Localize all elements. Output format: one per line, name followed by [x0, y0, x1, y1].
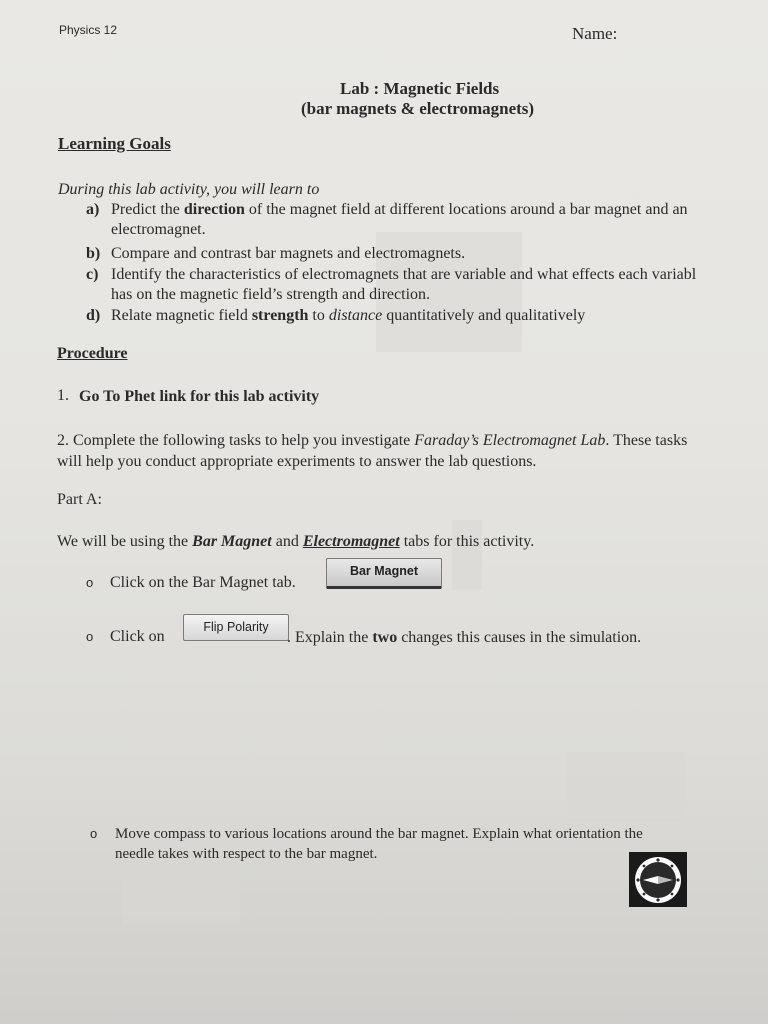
step-1-text: Go To Phet link for this lab activity: [79, 388, 320, 405]
compass-tick: [656, 898, 659, 901]
tabs-pre: We will be using the: [57, 533, 193, 550]
compass-tick: [671, 865, 674, 868]
tab-electromagnet-text: Electromagnet: [302, 533, 400, 550]
compass-tick: [676, 878, 679, 881]
bleed-through-block: [566, 752, 686, 822]
step-2-italic: Faraday’s Electromagnet Lab: [414, 432, 606, 449]
goal-a-letter: a): [86, 201, 100, 218]
bullet-2-post-b: changes this causes in the simulation.: [397, 629, 642, 646]
bullet-3-line-2: needle takes with respect to the bar magnet.: [115, 846, 378, 862]
compass-tick: [671, 893, 674, 896]
learning-goals-heading: Learning Goals: [58, 134, 171, 153]
goal-a-post: of the magnet field at different locations around a bar magnet and an: [244, 201, 688, 218]
tabs-sentence: [57, 533, 534, 551]
step-1-number: 1.: [57, 387, 69, 404]
tabs-mid: and: [271, 533, 303, 550]
goal-d-letter: d): [86, 307, 101, 324]
goal-d-pre: Relate magnetic field: [111, 307, 252, 324]
compass-tick: [643, 865, 646, 868]
bullet-2-post-a: . Explain the: [287, 629, 373, 646]
course-label: Physics 12: [59, 23, 118, 37]
goal-c-letter: c): [86, 266, 99, 283]
compass-tick: [643, 893, 646, 896]
tab-bar-magnet-text: Bar Magnet: [192, 533, 272, 550]
procedure-heading: Procedure: [57, 345, 128, 362]
part-a-label: Part A:: [57, 491, 102, 508]
bullet-2-pre: Click on: [110, 628, 165, 645]
lab-subtitle: (bar magnets & electromagnets): [301, 99, 535, 118]
goal-c-cont: has on the magnetic field’s strength and direction.: [111, 286, 431, 303]
flip-polarity-button[interactable]: Flip Polarity: [183, 614, 289, 641]
name-label: Name:: [572, 24, 618, 43]
step-2-line-1: [57, 432, 687, 450]
goal-a-pre: Predict the: [111, 201, 184, 218]
compass-tick: [656, 858, 659, 861]
bar-magnet-tab-button[interactable]: Bar Magnet: [326, 558, 442, 589]
goal-d-text: [111, 307, 585, 325]
goal-a-bold: direction: [183, 201, 245, 218]
compass-tick: [636, 878, 639, 881]
goal-a-text: [111, 201, 688, 219]
goal-d-post: quantitatively and qualitatively: [382, 307, 586, 324]
compass-icon-graphic: [629, 852, 687, 907]
step-2-line-2: will help you conduct appropriate experiments to answer the lab questions.: [57, 453, 537, 470]
bullet-1-marker: o: [86, 575, 94, 590]
tabs-post: tabs for this activity.: [399, 533, 535, 550]
goal-a-cont: electromagnet.: [111, 221, 206, 238]
goal-d-mid: to: [308, 307, 329, 324]
step-2-post: . These tasks: [605, 432, 688, 449]
bullet-2-bold: two: [372, 629, 398, 646]
goal-d-italic: distance: [328, 307, 383, 324]
compass-icon[interactable]: [629, 852, 687, 907]
bullet-2-rest: [287, 629, 641, 647]
bullet-3-line-1: Move compass to various locations around the bar magnet. Explain what orientation the: [115, 826, 643, 842]
step-2-pre: 2. Complete the following tasks to help you investigate: [57, 432, 415, 449]
bleed-through-block: [122, 862, 240, 924]
bullet-2-marker: o: [86, 629, 94, 644]
learning-goals-intro: During this lab activity, you will learn to: [58, 181, 320, 198]
goal-b-letter: b): [86, 245, 101, 262]
goal-c-text: Identify the characteristics of electromagnets that are variable and what effects each variabl: [111, 266, 697, 283]
bullet-3-marker: o: [90, 826, 98, 841]
lab-title: Lab : Magnetic Fields: [340, 79, 500, 98]
goal-b-text: Compare and contrast bar magnets and electromagnets.: [111, 245, 466, 262]
goal-d-bold: strength: [251, 307, 309, 324]
bleed-through-block: [452, 520, 482, 590]
bullet-1-text: Click on the Bar Magnet tab.: [110, 574, 296, 591]
